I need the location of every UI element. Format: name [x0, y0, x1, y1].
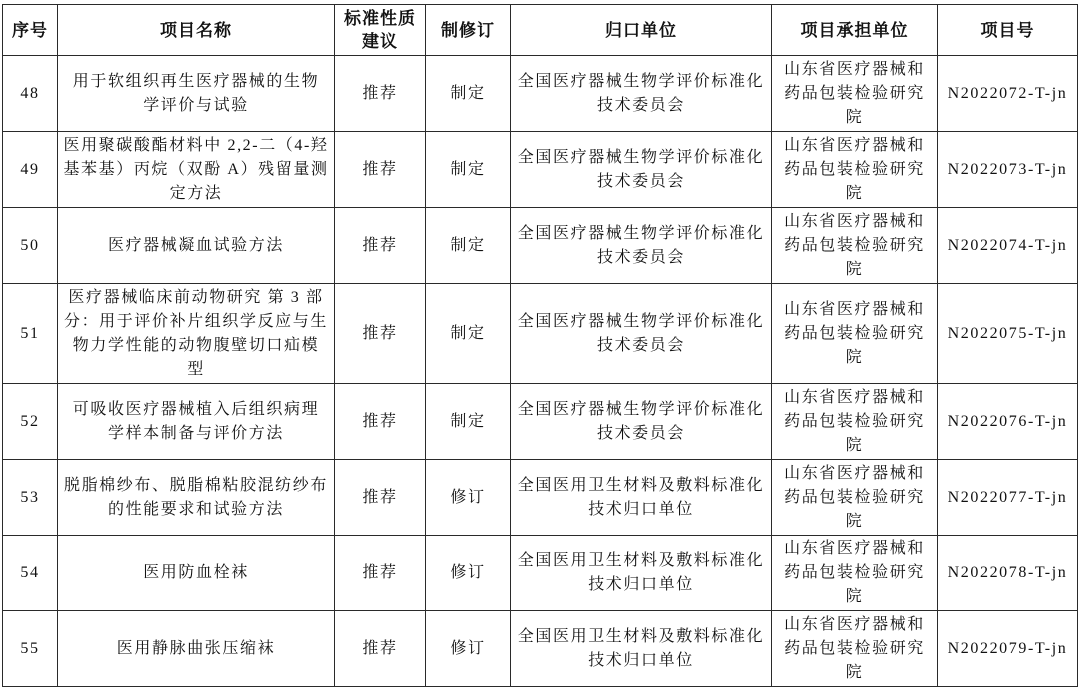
undertaker-line: 山东省医疗器械和: [784, 60, 925, 78]
cell-project-name: [58, 56, 335, 132]
cell-revision-type: 制定: [426, 284, 511, 384]
committee-line: 全国医用卫生材料及敷料标准化: [517, 476, 765, 494]
table-row: [3, 284, 1078, 384]
header-project-number: 项目号: [938, 5, 1078, 56]
undertaker-line: 山东省医疗器械和: [784, 136, 925, 154]
header-responsible-committee: 归口单位: [511, 5, 772, 56]
project-name-line: 物力学性能的动物腹壁切口疝模: [72, 336, 320, 354]
cell-project-number: N2022077-T-jn: [938, 460, 1078, 536]
project-name-line: 可吸收医疗器械植入后组织病理: [72, 400, 320, 418]
cell-project-name: [58, 460, 335, 536]
committee-line: 全国医用卫生材料及敷料标准化: [517, 627, 765, 645]
undertaker-line: 山东省医疗器械和: [784, 615, 925, 633]
cell-standard-nature: 推荐: [335, 132, 426, 208]
header-seq: 序号: [3, 5, 58, 56]
undertaker-line: 山东省医疗器械和: [784, 540, 925, 557]
cell-project-number: N2022074-T-jn: [938, 208, 1078, 284]
undertaker-line: 山东省医疗器械和: [784, 212, 925, 230]
project-name-line: 医疗器械凝血试验方法: [107, 236, 284, 254]
undertaker-line: 院: [845, 512, 864, 530]
project-name-line: 型: [187, 360, 205, 378]
header-row: [3, 5, 1078, 56]
undertaker-line: 院: [845, 348, 864, 366]
cell-responsible-committee: [511, 536, 772, 611]
undertaker-line: 院: [845, 588, 864, 605]
cell-project-name: [58, 284, 335, 384]
cell-project-name: [58, 132, 335, 208]
cell-seq: 49: [3, 132, 58, 208]
cell-undertaking-unit: [772, 536, 938, 611]
undertaker-line: 药品包装检验研究: [784, 488, 925, 506]
cell-project-number: N2022076-T-jn: [938, 384, 1078, 460]
committee-line: 技术委员会: [596, 172, 685, 190]
cell-project-number: N2022075-T-jn: [938, 284, 1078, 384]
cell-project-number: N2022078-T-jn: [938, 536, 1078, 611]
undertaker-line: 药品包装检验研究: [784, 564, 925, 581]
undertaker-line: 药品包装检验研究: [784, 639, 925, 657]
cell-undertaking-unit: [772, 56, 938, 132]
cell-project-name: [58, 384, 335, 460]
project-name-line: 脱脂棉纱布、脱脂棉粘胶混纺纱布: [63, 476, 328, 494]
table-row: [3, 208, 1078, 284]
committee-line: 技术归口单位: [588, 500, 694, 518]
cell-responsible-committee: [511, 384, 772, 460]
project-name-line: 分：用于评价补片组织学反应与生: [63, 312, 328, 330]
undertaker-line: 院: [845, 436, 864, 454]
cell-project-number: N2022073-T-jn: [938, 132, 1078, 208]
cell-responsible-committee: [511, 132, 772, 208]
table-row: [3, 536, 1078, 611]
cell-standard-nature: 推荐: [335, 56, 426, 132]
cell-undertaking-unit: [772, 208, 938, 284]
committee-line: 技术归口单位: [588, 576, 694, 593]
cell-standard-nature: 推荐: [335, 460, 426, 536]
cell-revision-type: 修订: [426, 611, 511, 687]
cell-responsible-committee: [511, 56, 772, 132]
cell-standard-nature: 推荐: [335, 536, 426, 611]
cell-project-name: [58, 536, 335, 611]
project-name-line: 医用防血栓袜: [143, 564, 249, 581]
committee-line: 技术委员会: [596, 424, 685, 442]
table-row: [3, 56, 1078, 132]
cell-project-number: N2022072-T-jn: [938, 56, 1078, 132]
committee-line: 全国医疗器械生物学评价标准化: [517, 148, 765, 166]
cell-standard-nature: 推荐: [335, 611, 426, 687]
project-name-line: 医用聚碳酸酯材料中 2,2-二（4-羟: [63, 136, 329, 154]
header-undertaking-unit: 项目承担单位: [772, 5, 938, 56]
project-name-line: 用于软组织再生医疗器械的生物: [72, 72, 320, 90]
committee-line: 全国医疗器械生物学评价标准化: [517, 400, 765, 418]
cell-standard-nature: 推荐: [335, 208, 426, 284]
project-name-line: 医用静脉曲张压缩袜: [116, 639, 276, 657]
header-standard-nature-line: 标准性质: [344, 9, 416, 28]
cell-seq: 55: [3, 611, 58, 687]
undertaker-line: 山东省医疗器械和: [784, 464, 925, 482]
header-standard-nature-line: 建议: [362, 32, 398, 51]
cell-seq: 53: [3, 460, 58, 536]
cell-seq: 52: [3, 384, 58, 460]
undertaker-line: 药品包装检验研究: [784, 236, 925, 254]
cell-undertaking-unit: [772, 132, 938, 208]
cell-undertaking-unit: [772, 460, 938, 536]
cell-responsible-committee: [511, 284, 772, 384]
cell-revision-type: 制定: [426, 132, 511, 208]
project-name-line: 的性能要求和试验方法: [107, 500, 284, 518]
cell-responsible-committee: [511, 208, 772, 284]
cell-revision-type: 修订: [426, 536, 511, 611]
committee-line: 全国医疗器械生物学评价标准化: [517, 224, 765, 242]
committee-line: 全国医疗器械生物学评价标准化: [517, 312, 765, 330]
undertaker-line: 药品包装检验研究: [784, 324, 925, 342]
cell-undertaking-unit: [772, 284, 938, 384]
undertaker-line: 院: [845, 184, 864, 202]
project-name-line: 学评价与试验: [143, 96, 249, 114]
cell-seq: 48: [3, 56, 58, 132]
committee-line: 技术归口单位: [588, 651, 694, 669]
table-row: [3, 132, 1078, 208]
cell-responsible-committee: [511, 611, 772, 687]
committee-line: 全国医疗器械生物学评价标准化: [517, 72, 765, 90]
cell-standard-nature: 推荐: [335, 384, 426, 460]
cell-undertaking-unit: [772, 611, 938, 687]
cell-responsible-committee: [511, 460, 772, 536]
committee-line: 全国医用卫生材料及敷料标准化: [517, 552, 765, 569]
header-standard-nature: [335, 5, 426, 56]
cell-standard-nature: 推荐: [335, 284, 426, 384]
cell-revision-type: 修订: [426, 460, 511, 536]
undertaker-line: 山东省医疗器械和: [784, 300, 925, 318]
cell-project-number: N2022079-T-jn: [938, 611, 1078, 687]
undertaker-line: 药品包装检验研究: [784, 412, 925, 430]
undertaker-line: 院: [845, 663, 864, 681]
cell-project-name: [58, 208, 335, 284]
table-row: [3, 460, 1078, 536]
undertaker-line: 药品包装检验研究: [784, 84, 925, 102]
project-name-line: 医疗器械临床前动物研究 第 3 部: [68, 288, 324, 306]
cell-undertaking-unit: [772, 384, 938, 460]
undertaker-line: 院: [845, 260, 864, 278]
cell-seq: 50: [3, 208, 58, 284]
undertaker-line: 山东省医疗器械和: [784, 388, 925, 406]
project-name-line: 基苯基）丙烷（双酚 A）残留量测: [63, 160, 329, 178]
undertaker-line: 院: [845, 108, 864, 126]
cell-seq: 51: [3, 284, 58, 384]
cell-revision-type: 制定: [426, 56, 511, 132]
header-revision-type: 制修订: [426, 5, 511, 56]
cell-project-name: [58, 611, 335, 687]
project-name-line: 定方法: [169, 184, 223, 202]
committee-line: 技术委员会: [596, 248, 685, 266]
header-project-name: 项目名称: [58, 5, 335, 56]
standards-project-table: [2, 4, 1078, 687]
table-row: [3, 384, 1078, 460]
table-row: [3, 611, 1078, 687]
cell-revision-type: 制定: [426, 384, 511, 460]
committee-line: 技术委员会: [596, 96, 685, 114]
undertaker-line: 药品包装检验研究: [784, 160, 925, 178]
cell-seq: 54: [3, 536, 58, 611]
committee-line: 技术委员会: [596, 336, 685, 354]
cell-revision-type: 制定: [426, 208, 511, 284]
project-name-line: 学样本制备与评价方法: [107, 424, 284, 442]
